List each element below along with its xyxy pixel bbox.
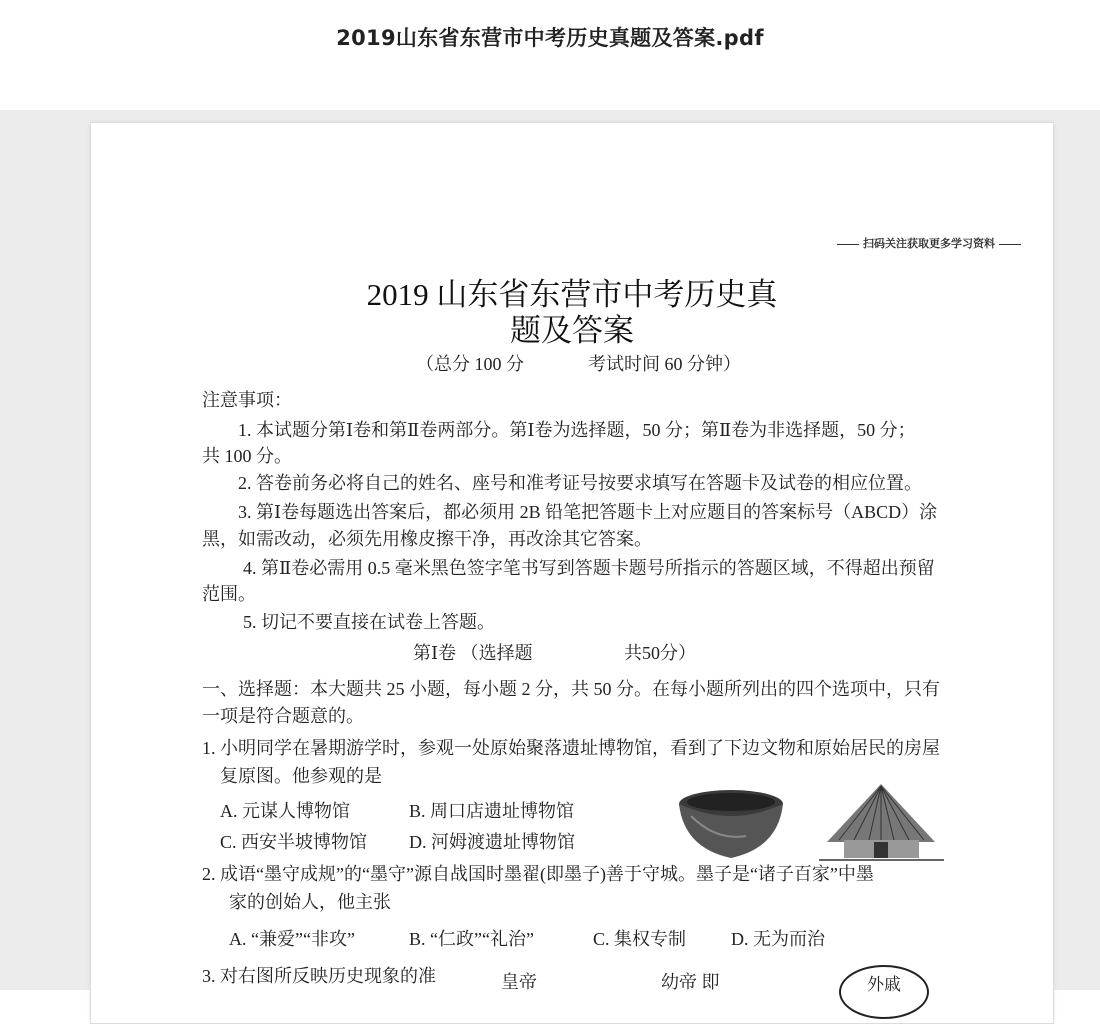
document-filename: 2019山东省东营市中考历史真题及答案.pdf (336, 26, 764, 50)
viewer-header (0, 0, 1100, 110)
question-1-option-a: A. 元谋人博物馆 (220, 801, 350, 821)
section1-intro-a: 一、选择题：本大题共 25 小题，每小题 2 分，共 50 分。在每小题所列出的四个选项中，只有 (202, 679, 940, 699)
question-2-b: 家的创始人，他主张 (229, 892, 391, 912)
question-2-option-d: D. 无为而治 (731, 929, 825, 949)
notice-item-3b: 黑，如需改动，必须先用橡皮擦干净，再改涂其它答案。 (202, 529, 652, 549)
notice-item-2: 2. 答卷前务必将自己的姓名、座号和准考证号按要求填写在答题卡及试卷的相应位置。 (238, 473, 922, 493)
pdf-page (90, 122, 1054, 1024)
notice-item-1a: 1. 本试题分第Ⅰ卷和第Ⅱ卷两部分。第Ⅰ卷为选择题，50 分；第Ⅱ卷为非选择题，50 分； (238, 420, 916, 440)
thatched-hut-image (819, 780, 944, 870)
question-2-option-b: B. “仁政”“礼治” (409, 929, 534, 949)
notice-item-1b: 共 100 分。 (202, 446, 292, 466)
question-1-option-b: B. 周口店遗址博物馆 (409, 801, 575, 821)
diagram-label-emperor: 皇帝 (501, 972, 537, 992)
question-2-option-a: A. “兼爱”“非攻” (229, 929, 355, 949)
question-1-option-c: C. 西安半坡博物馆 (220, 832, 368, 852)
exam-time: 考试时间 60 分钟） (588, 354, 741, 374)
pdf-viewer-area[interactable] (0, 110, 1100, 994)
notice-item-4a: 4. 第Ⅱ卷必需用 0.5 毫米黑色签字笔书写到答题卡题号所指示的答题区域，不得超出预留 (243, 558, 935, 578)
scan-note: 扫码关注获取更多学习资料 (833, 235, 1025, 251)
section1-intro-b: 一项是符合题意的。 (202, 706, 364, 726)
part1-heading: 第Ⅰ卷 （选择题 (413, 643, 533, 663)
notice-item-4b: 范围。 (202, 584, 256, 604)
question-3-a: 3. 对右图所反映历史现象的准 (202, 966, 436, 986)
notice-heading: 注意事项： (202, 390, 292, 410)
total-score: （总分 100 分 (416, 354, 524, 374)
question-1-a: 1. 小明同学在暑期游学时，参观一处原始聚落遗址博物馆，看到了下边文物和原始居民的房屋 (202, 738, 940, 758)
question-2-option-c: C. 集权专制 (593, 929, 687, 949)
exam-title-line1: 2019 山东省东营市中考历史真 (366, 277, 778, 312)
diagram-circle-consort-kin: 外戚 (839, 965, 929, 1019)
pottery-bowl-image (676, 786, 786, 866)
part1-score: 共50分） (624, 643, 696, 663)
notice-item-3a: 3. 第Ⅰ卷每题选出答案后，都必须用 2B 铅笔把答题卡上对应题目的答案标号（ABCD）涂 (238, 502, 938, 522)
question-2-a: 2. 成语“墨守成规”的“墨守”源自战国时墨翟(即墨子)善于守城。墨子是“诸子百家”中墨 (202, 864, 874, 884)
exam-title-line2: 题及答案 (510, 313, 634, 348)
question-1-b: 复原图。他参观的是 (220, 766, 382, 786)
question-1-option-d: D. 河姆渡遗址博物馆 (409, 832, 575, 852)
diagram-label-young-emperor: 幼帝 即 (661, 972, 720, 992)
notice-item-5: 5. 切记不要直接在试卷上答题。 (243, 612, 495, 632)
